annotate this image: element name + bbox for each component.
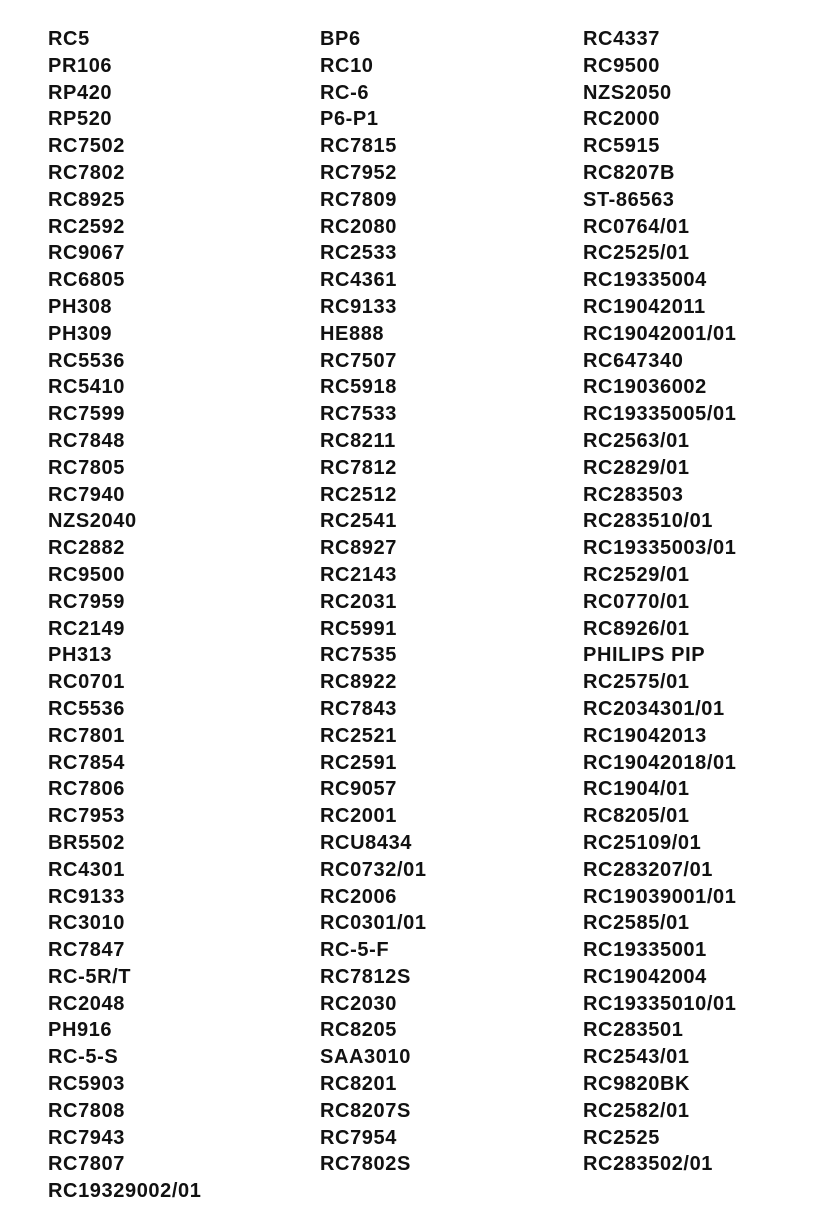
model-code: RC2080 xyxy=(320,215,397,238)
model-code: RCU8434 xyxy=(320,831,413,854)
model-code: RC25109/01 xyxy=(583,831,702,854)
model-code: RC7843 xyxy=(320,697,397,720)
model-code: RC7848 xyxy=(48,429,125,452)
model-code: RC2521 xyxy=(320,724,397,747)
model-code: RC8201 xyxy=(320,1073,397,1096)
model-code: RC5536 xyxy=(48,697,125,720)
model-code: RC7802 xyxy=(48,161,125,184)
model-code: PH916 xyxy=(48,1019,113,1042)
model-code: RC8927 xyxy=(320,537,397,560)
model-code: RC7959 xyxy=(48,590,125,613)
model-code: RC2563/01 xyxy=(583,429,690,452)
model-code: RC2143 xyxy=(320,563,397,586)
model-code: BR5502 xyxy=(48,831,125,854)
model-code: RC8922 xyxy=(320,671,397,694)
model-code: RC8211 xyxy=(320,429,396,452)
model-code: RC7954 xyxy=(320,1126,397,1149)
model-code: RC-6 xyxy=(320,81,370,104)
model-code: RC7854 xyxy=(48,751,125,774)
model-code: RC2149 xyxy=(48,617,125,640)
model-code: RC8205 xyxy=(320,1019,397,1042)
model-code: RC0301/01 xyxy=(320,912,427,935)
code-column-1 xyxy=(48,26,201,1205)
model-code: RC19335003/01 xyxy=(583,537,737,560)
model-code: RC5 xyxy=(48,28,90,50)
model-code: RC647340 xyxy=(583,349,684,372)
model-code: RC2030 xyxy=(320,992,397,1015)
model-code: RC19042011 xyxy=(583,295,706,318)
model-code: RC2000 xyxy=(583,108,660,131)
model-code: RC7805 xyxy=(48,456,125,479)
model-code: RC5410 xyxy=(48,376,125,399)
model-code: RC7802S xyxy=(320,1153,411,1176)
model-code: ST-86563 xyxy=(583,188,675,211)
model-code: RC2582/01 xyxy=(583,1099,690,1122)
model-code: RC2829/01 xyxy=(583,456,690,479)
model-code: RC7599 xyxy=(48,403,125,426)
model-code: RC283503 xyxy=(583,483,684,506)
model-code: RP520 xyxy=(48,108,113,131)
model-code: RC5903 xyxy=(48,1073,125,1096)
model-code: RC0764/01 xyxy=(583,215,690,238)
model-code: PHILIPS PIP xyxy=(583,644,706,667)
model-code: RC9133 xyxy=(320,295,397,318)
model-code: RC19042004 xyxy=(583,965,707,988)
model-code: RC7806 xyxy=(48,778,125,801)
model-code: RC4301 xyxy=(48,858,125,881)
model-code: RC2525/01 xyxy=(583,242,690,265)
model-code: RC19042013 xyxy=(583,724,707,747)
model-code: RC7815 xyxy=(320,135,397,158)
model-code: RC7808 xyxy=(48,1099,125,1122)
model-code: RC2001 xyxy=(320,805,397,828)
model-code: RC19042018/01 xyxy=(583,751,737,774)
model-code: RC1904/01 xyxy=(583,778,690,801)
model-code: RC2525 xyxy=(583,1126,660,1149)
model-code: RC7533 xyxy=(320,403,397,426)
model-code: RC7502 xyxy=(48,135,125,158)
model-code: RC5918 xyxy=(320,376,397,399)
model-code: RC283510/01 xyxy=(583,510,714,533)
model-code: RC-5-F xyxy=(320,939,390,962)
model-code: RC7807 xyxy=(48,1153,125,1176)
model-code: RC2512 xyxy=(320,483,397,506)
model-code: RC19335010/01 xyxy=(583,992,737,1015)
model-code: RC2533 xyxy=(320,242,397,265)
model-code: RC8926/01 xyxy=(583,617,690,640)
model-code: RC2543/01 xyxy=(583,1046,690,1069)
model-code: RC2585/01 xyxy=(583,912,690,935)
model-code: RC2006 xyxy=(320,885,397,908)
model-code: RC4337 xyxy=(583,28,660,50)
model-code: RC7847 xyxy=(48,939,125,962)
model-code: PH313 xyxy=(48,644,113,667)
model-code: RC0732/01 xyxy=(320,858,427,881)
model-code: RC19329002/01 xyxy=(48,1180,202,1203)
model-code: RC7812 xyxy=(320,456,397,479)
model-code: RC4361 xyxy=(320,269,397,292)
model-code: RC9057 xyxy=(320,778,397,801)
model-code: RC3010 xyxy=(48,912,125,935)
model-code: PH308 xyxy=(48,295,113,318)
code-column-3 xyxy=(583,26,736,1178)
model-code: RC8205/01 xyxy=(583,805,690,828)
model-code: RC8207S xyxy=(320,1099,411,1122)
model-code: RC0770/01 xyxy=(583,590,690,613)
code-column-2 xyxy=(320,26,427,1178)
model-code: RC7812S xyxy=(320,965,411,988)
model-code: BP6 xyxy=(320,28,361,50)
model-code: PH309 xyxy=(48,322,113,345)
model-code: RC2048 xyxy=(48,992,125,1015)
model-code: RC2541 xyxy=(320,510,397,533)
model-code: P6-P1 xyxy=(320,108,379,131)
model-code: RC2031 xyxy=(320,590,397,613)
model-code: RC9133 xyxy=(48,885,125,908)
model-code: RC7801 xyxy=(48,724,125,747)
model-code: RC8925 xyxy=(48,188,125,211)
model-code: RC7809 xyxy=(320,188,397,211)
model-code: RC6805 xyxy=(48,269,125,292)
model-code: NZS2040 xyxy=(48,510,137,533)
model-code: RC19039001/01 xyxy=(583,885,737,908)
model-code: RC-5-S xyxy=(48,1046,119,1069)
model-code: RC2034301/01 xyxy=(583,697,725,720)
model-code: NZS2050 xyxy=(583,81,672,104)
model-code: RC9820BK xyxy=(583,1073,691,1096)
model-code: RC283501 xyxy=(583,1019,684,1042)
model-code: RC9067 xyxy=(48,242,125,265)
model-code: RC7943 xyxy=(48,1126,125,1149)
model-code: RC19042001/01 xyxy=(583,322,737,345)
model-code: RC19335004 xyxy=(583,269,707,292)
model-code: RC2529/01 xyxy=(583,563,690,586)
model-code: RC19335005/01 xyxy=(583,403,737,426)
model-code: RC-5R/T xyxy=(48,965,132,988)
model-code: RC0701 xyxy=(48,671,125,694)
model-code: RC9500 xyxy=(48,563,125,586)
model-code: RC5915 xyxy=(583,135,660,158)
model-code: RC9500 xyxy=(583,54,660,77)
model-code: RC283502/01 xyxy=(583,1153,714,1176)
model-code: RC2882 xyxy=(48,537,125,560)
model-code: RC283207/01 xyxy=(583,858,714,881)
model-code: RC8207B xyxy=(583,161,676,184)
model-code: RC2592 xyxy=(48,215,125,238)
model-code: RC5991 xyxy=(320,617,397,640)
model-code: RC7952 xyxy=(320,161,397,184)
model-code: RC10 xyxy=(320,54,374,77)
model-code: RP420 xyxy=(48,81,113,104)
model-code: HE888 xyxy=(320,322,385,345)
model-code: RC7507 xyxy=(320,349,397,372)
model-code: RC7953 xyxy=(48,805,125,828)
model-code: SAA3010 xyxy=(320,1046,411,1069)
model-code: RC2591 xyxy=(320,751,397,774)
model-code: PR106 xyxy=(48,54,113,77)
model-code: RC19335001 xyxy=(583,939,707,962)
model-code: RC7535 xyxy=(320,644,397,667)
model-code: RC19036002 xyxy=(583,376,707,399)
model-code: RC7940 xyxy=(48,483,125,506)
model-code: RC5536 xyxy=(48,349,125,372)
model-code: RC2575/01 xyxy=(583,671,690,694)
